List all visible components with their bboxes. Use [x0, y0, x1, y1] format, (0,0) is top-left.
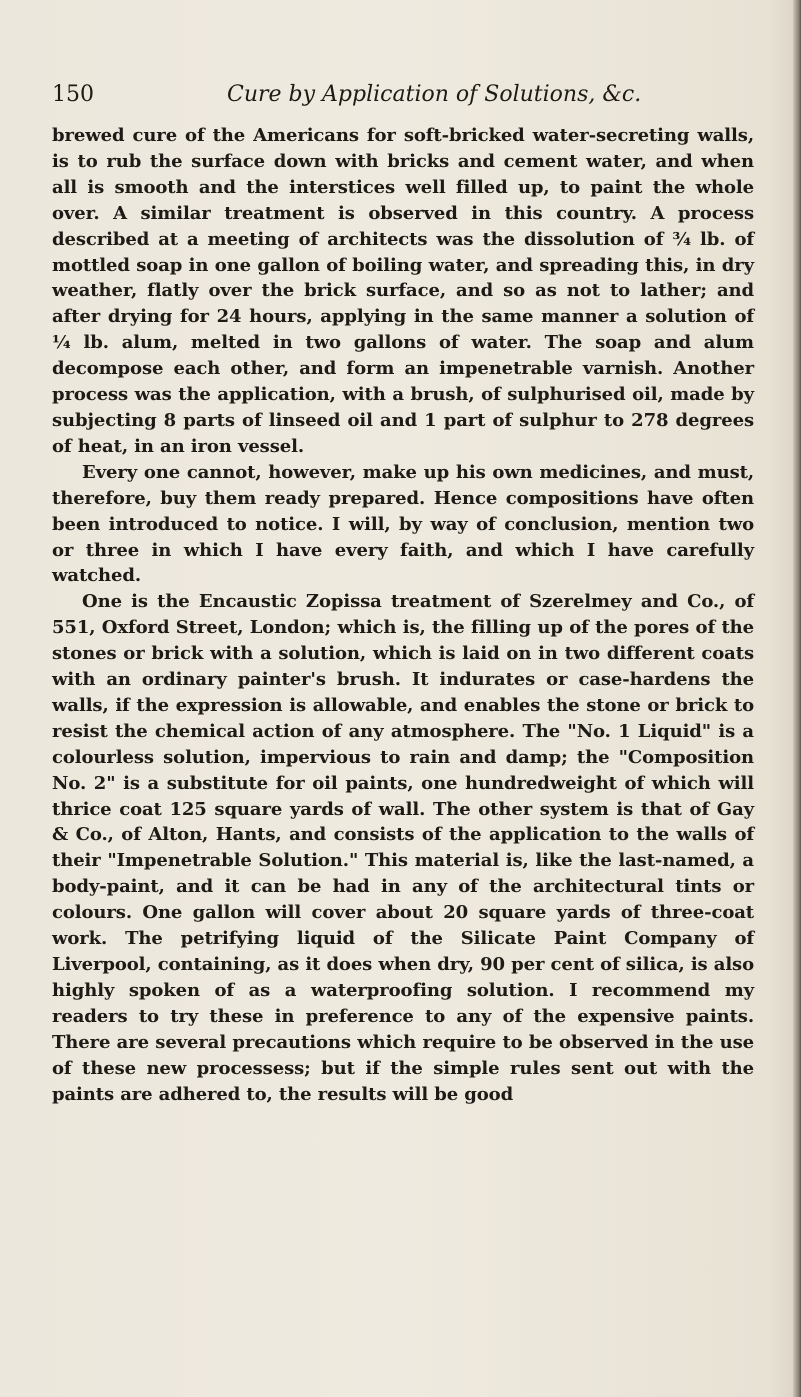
page-edge [793, 0, 801, 1397]
paragraph-3: One is the Encaustic Zopissa treatment of Szerelmey and Co., of 551, Oxford Street, London; which is, the filling up of the pores of the stones or brick with a solution, which is laid on in two different coats with an ordinary painter's brush. It indurates or case-hardens the walls, if the expression is allowable, and enables the stone or brick to resist the chemical action of any atmosphere. The "No. 1 Liquid" is a colourless solution, impervious to rain and damp; the "Composition No. 2" is a substitute for oil paints, one hundredweight of which will thrice coat 125 square yards of wall. The other system is that of Gay & Co., of Alton, Hants, and consists of the application to the walls of their "Impenetrable Solution." This material is, like the last-named, a body-paint, and it can be had in any of the architectural tints or colours. One gallon will cover about 20 square yards of three-coat work. The petrifying liquid of the Silicate Paint Company of Liverpool, containing, as it does when dry, 90 per cent of silica, is also highly spoken of as a waterproofing solution. I recommend my readers to try these in preference to any of the expensive paints. There are several precautions which require to be observed in the use of these new processess; but if the simple rules sent out with the paints are adhered to, the results will be good [52, 591, 754, 1105]
running-head: Cure by Application of Solutions, &c. [227, 82, 642, 107]
paragraph-1: brewed cure of the Americans for soft-bricked water-secreting walls, is to rub the surface down with bricks and cement water, and when all is smooth and the interstices well filled up, to paint the whole over. A similar treatment is observed in this country. A process described at a meeting of architects was the dissolution of ¾ lb. of mottled soap in one gallon of boiling water, and spreading this, in dry weather, flatly over the brick surface, and so as not to lather; and after drying for 24 hours, applying in the same manner a solution of ¼ lb. alum, melted in two gallons of water. The soap and alum decompose each other, and form an impenetrable varnish. Another process was the application, with a brush, of sulphurised oil, made by subjecting 8 parts of linseed oil and 1 part of sulphur to 278 degrees of heat, in an iron vessel. [52, 125, 754, 457]
paragraph-2: Every one cannot, however, make up his own medicines, and must, therefore, buy them ready prepared. Hence compositions have often been introduced to notice. I will, by way of conclusion, mention two or three in which I have every faith, and which I have carefully watched. [52, 461, 754, 587]
page-header [52, 80, 752, 110]
page-number: 150 [52, 82, 94, 107]
body-text [52, 123, 754, 1107]
